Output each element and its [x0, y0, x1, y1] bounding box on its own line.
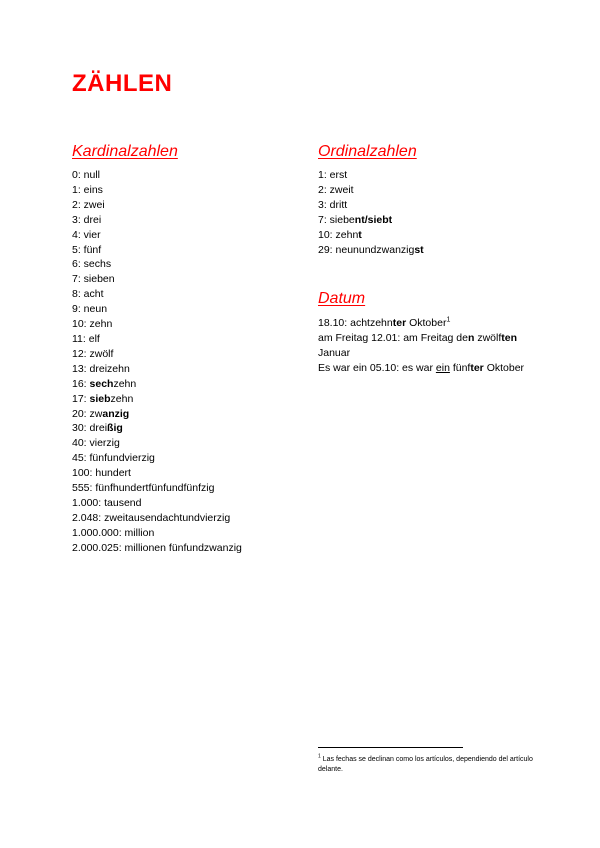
- page-title: ZÄHLEN: [72, 70, 173, 97]
- datum-examples: [318, 316, 533, 376]
- list-item: 100: hundert: [72, 467, 131, 480]
- datum-example-1: 18.10: achtzehnter Oktober$^1$: [318, 316, 451, 329]
- list-item: 10: zehnt: [318, 228, 362, 241]
- list-item: 4: vier: [72, 228, 101, 241]
- list-item: 5: fünf: [72, 243, 102, 256]
- footnote: $^1$ Las fechas se declinan como los artículos, dependiendo del artículo delante.: [318, 753, 533, 773]
- list-item: 7: sieben: [72, 273, 115, 286]
- datum-example-3: Es war ein 05.10: es war ein fünfter Oktober: [318, 362, 525, 374]
- list-item: 8: acht: [72, 288, 104, 301]
- list-item: 6: sechs: [72, 258, 112, 271]
- list-item: 30: dreißig: [72, 422, 123, 435]
- list-item: 13: dreizehn: [72, 362, 130, 375]
- list-item: 2: zweit: [318, 183, 354, 196]
- list-item: 3: dritt: [318, 198, 348, 211]
- heading-kardinalzahlen: Kardinalzahlen: [72, 143, 178, 160]
- list-item: 12: zwölf: [72, 347, 114, 360]
- list-item: 45: fünfundvierzig: [72, 452, 155, 465]
- list-item: 2: zwei: [72, 198, 105, 211]
- list-item: 2.048: zweitausendachtundvierzig: [72, 511, 231, 524]
- list-item: 11: elf: [72, 332, 100, 345]
- list-item: 10: zehn: [72, 318, 113, 331]
- list-item: 20: zwanzig: [72, 407, 130, 420]
- kardinal-list: [72, 168, 242, 556]
- list-item: 9: neun: [72, 303, 108, 316]
- list-item: 17: siebzehn: [72, 392, 134, 405]
- datum-example-2: am Freitag 12.01: am Freitag den zwölften Januar: [318, 332, 518, 359]
- list-item: 29: neunundzwanzigst: [318, 243, 424, 256]
- list-item: 1: erst: [318, 169, 348, 181]
- list-item: 40: vierzig: [72, 437, 120, 450]
- list-item: 1.000.000: million: [72, 526, 155, 539]
- list-item: 2.000.025: millionen fünfundzwanzig: [72, 541, 242, 554]
- list-item: 7: siebent/siebt: [318, 213, 393, 226]
- footnote-ref: 1: [446, 316, 451, 324]
- list-item: 1.000: tausend: [72, 496, 142, 509]
- ordinal-list: [318, 168, 424, 257]
- heading-datum: Datum: [318, 290, 366, 307]
- list-item: 16: sechzehn: [72, 377, 137, 390]
- list-item: 1: eins: [72, 183, 103, 196]
- heading-ordinalzahlen: Ordinalzahlen: [318, 143, 417, 160]
- footnote-separator: [318, 747, 463, 748]
- list-item: 555: fünfhundertfünfundfünfzig: [72, 482, 215, 495]
- list-item: 3: drei: [72, 213, 102, 226]
- list-item: 0: null: [72, 169, 101, 181]
